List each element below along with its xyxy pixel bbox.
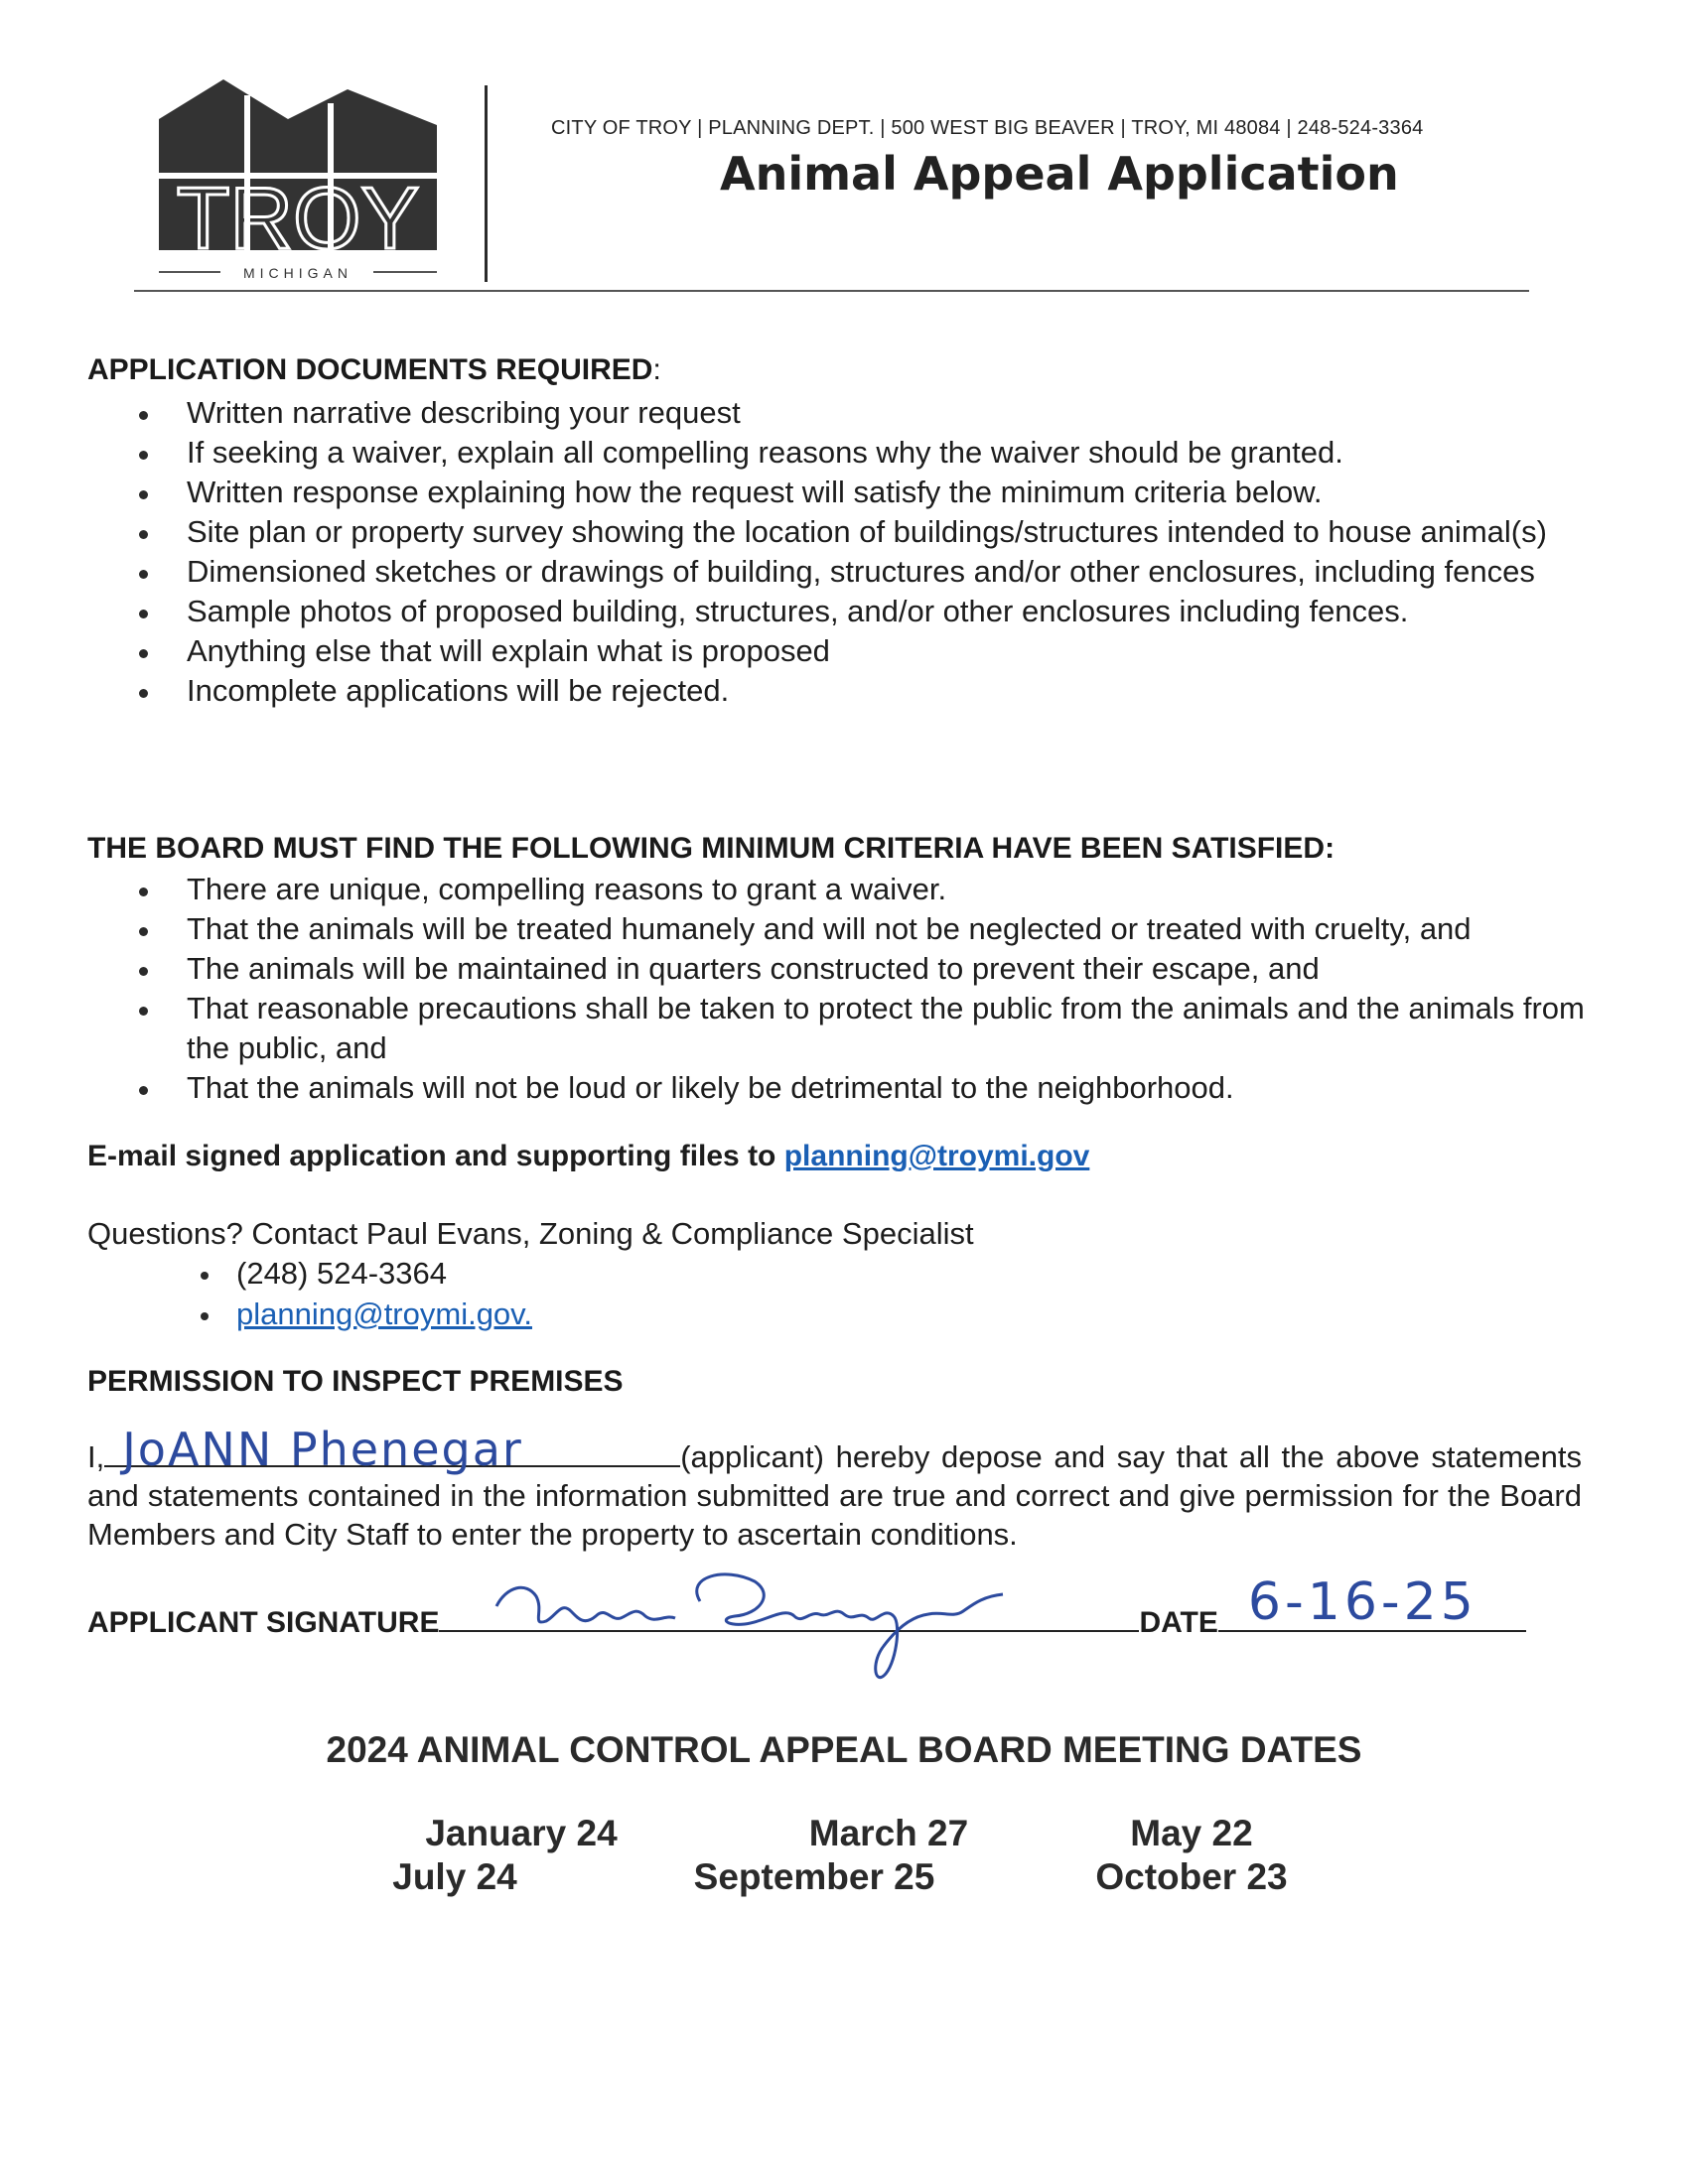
applicant-name-handwritten: JoANN Phenegar (122, 1423, 523, 1476)
date-field[interactable] (1218, 1572, 1526, 1632)
list-item: That reasonable precautions shall be taken to protect the public from the animals and the animals from the public, and (87, 989, 1597, 1068)
applicant-signature (487, 1567, 1102, 1686)
meeting-date: May 22 (1130, 1813, 1253, 1853)
contact-phone: (248) 524-3364 (87, 1253, 532, 1294)
list-item: There are unique, compelling reasons to grant a waiver. (87, 870, 1676, 909)
logo-subtext: MICHIGAN (243, 265, 352, 281)
list-item: Dimensioned sketches or drawings of building, structures and/or other enclosures, including fences (87, 552, 1626, 592)
permission-statement: I, JoANN Phenegar (applicant) hereby depose and say that all the above statements and statements contained in the information submitted are true and correct and give permission for the Board Members and City Staff to enter the property to ascertain conditions. (87, 1423, 1582, 1552)
header-divider-horizontal (134, 290, 1529, 292)
meeting-date: September 25 (693, 1856, 935, 1897)
list-item: Sample photos of proposed building, structures, and/or other enclosures including fences. (87, 592, 1676, 631)
meeting-date: July 24 (392, 1856, 517, 1897)
contact-email-link[interactable]: planning@troymi.gov. (236, 1297, 532, 1331)
meeting-date: January 24 (425, 1813, 618, 1853)
header-divider-vertical (485, 85, 488, 282)
date-handwritten: 6-16-25 (1247, 1572, 1477, 1632)
troy-logo (149, 75, 447, 286)
dept-address: CITY OF TROY | PLANNING DEPT. | 500 WEST BIG BEAVER | TROY, MI 48084 | 248-524-3364 (551, 117, 1424, 139)
questions-contact: Questions? Contact Paul Evans, Zoning & Compliance Specialist (87, 1216, 974, 1251)
permission-heading: PERMISSION TO INSPECT PREMISES (87, 1365, 624, 1398)
list-item: Written response explaining how the request will satisfy the minimum criteria below. (87, 473, 1676, 512)
list-item: That the animals will not be loud or likely be detrimental to the neighborhood. (87, 1068, 1676, 1108)
date-label: DATE (1139, 1606, 1218, 1639)
contact-list (87, 1253, 532, 1334)
list-item: That the animals will be treated humanely and will not be neglected or treated with cruelty, and (87, 909, 1676, 949)
list-item: Written narrative describing your request (87, 393, 1676, 433)
applicant-name-field[interactable] (104, 1423, 680, 1476)
signature-label: APPLICANT SIGNATURE (87, 1606, 440, 1639)
list-item: Site plan or property survey showing the location of buildings/structures intended to house animal(s) (87, 512, 1597, 552)
list-item: Anything else that will explain what is proposed (87, 631, 1676, 671)
submit-instructions: E-mail signed application and supporting files to planning@troymi.gov (87, 1140, 1090, 1172)
list-item: Incomplete applications will be rejected. (87, 671, 1676, 711)
logo-wordmark: TROY (176, 169, 420, 267)
list-item: The animals will be maintained in quarters constructed to prevent their escape, and (87, 949, 1676, 989)
list-item: If seeking a waiver, explain all compelling reasons why the waiver should be granted. (87, 433, 1676, 473)
meeting-date: October 23 (1095, 1856, 1288, 1897)
document-title: Animal Appeal Application (720, 147, 1399, 201)
meeting-date: March 27 (808, 1813, 969, 1853)
criteria-heading: THE BOARD MUST FIND THE FOLLOWING MINIMUM CRITERIA HAVE BEEN SATISFIED: (87, 832, 1336, 865)
documents-heading: APPLICATION DOCUMENTS REQUIRED: (87, 353, 661, 386)
contact-email[interactable] (87, 1294, 532, 1334)
meeting-dates-title: 2024 ANIMAL CONTROL APPEAL BOARD MEETING DATES (326, 1729, 1362, 1770)
criteria-list (87, 870, 1676, 1108)
submit-email-link[interactable]: planning@troymi.gov (783, 1140, 1090, 1172)
documents-list (87, 393, 1676, 711)
